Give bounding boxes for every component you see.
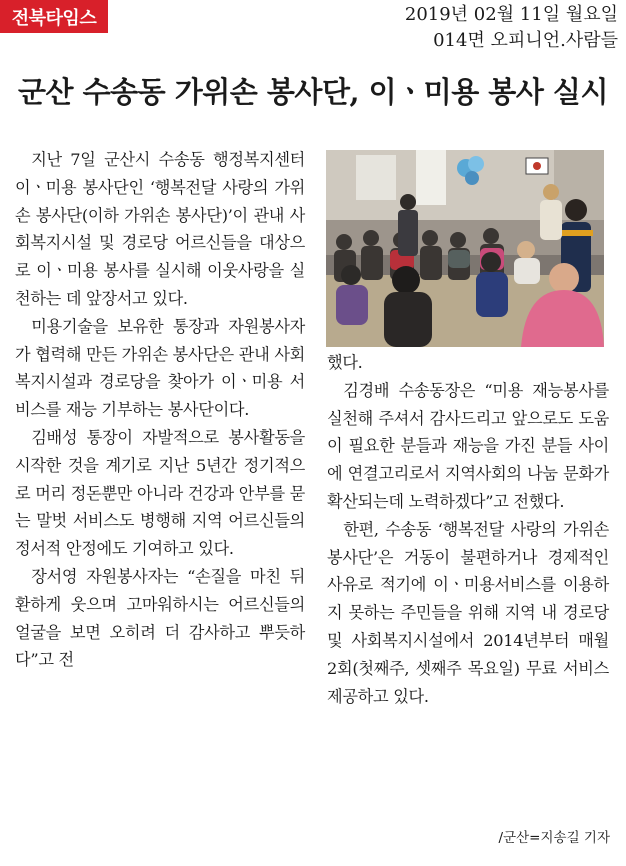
article-paragraph: 김경배 수송동장은 “미용 재능봉사를 실천해 주셔서 감사드리고 앞으로도 도움이 필요한 분들과 재능을 가진 분들 사이에 연결고리로서 지역사회의 나눔 문화가 확산되는데 노력하겠다”고 전했다. bbox=[327, 380, 609, 511]
article-paragraph: 미용기술을 보유한 통장과 자원봉사자가 협력해 만든 가위손 봉사단은 관내 사회복지시설과 경로당을 찾아가 이ㆍ미용 서비스를 재능 기부하는 봉사단이다. bbox=[15, 316, 305, 420]
issue-date: 2019년 02월 11일 월요일 bbox=[404, 4, 618, 25]
reporter-byline: /군산=지송길 기자 bbox=[498, 830, 610, 846]
article-headline: 군산 수송동 가위손 봉사단, 이ㆍ미용 봉사 실시 bbox=[18, 75, 608, 109]
article-paragraph: 김배성 통장이 자발적으로 봉사활동을 시작한 것을 계기로 지난 5년간 정기적으로 머리 정돈뿐만 아니라 건강과 안부를 묻는 말벗 서비스도 병행해 지역 어르신들의 정서적 안정에도 기여하고 있다. bbox=[15, 427, 305, 559]
article-paragraph-continued: 했다. bbox=[327, 353, 363, 372]
photo-icon bbox=[326, 150, 604, 347]
article-photo bbox=[326, 150, 604, 347]
issue-meta bbox=[405, 2, 618, 54]
article-column-right bbox=[327, 349, 609, 710]
article-paragraph: 지난 7일 군산시 수송동 행정복지센터 이ㆍ미용 봉사단인 ‘행복전달 사랑의 가위손 봉사단(이하 가위손 봉사단)’이 관내 사회복지시설 및 경로당 어르신들을 대상으로 이ㆍ미용 봉사를 실시해 이웃사랑을 실천하는 데 앞장서고 있다. bbox=[15, 150, 305, 308]
article-paragraph: 장서영 자원봉사자는 “손질을 마친 뒤 환하게 웃으며 고마워하시는 어르신들의 얼굴을 보면 오히려 더 감사하고 뿌듯하다”고 전 bbox=[15, 566, 305, 670]
article-paragraph: 한편, 수송동 ‘행복전달 사랑의 가위손 봉사단’은 거동이 불편하거나 경제적인 사유로 적기에 이ㆍ미용서비스를 이용하지 못하는 주민들을 위해 지역 내 경로당 및 사회복지시설에서 2014년부터 매월 2회(첫째주, 셋째주 목요일) 무료 서비스 제공하고 있다. bbox=[327, 519, 609, 706]
article-column-left bbox=[15, 146, 305, 674]
issue-section: 014면 오피니언.사람들 bbox=[433, 30, 618, 51]
newspaper-logo bbox=[0, 0, 108, 33]
logo-text: 전북타임스 bbox=[11, 7, 97, 29]
